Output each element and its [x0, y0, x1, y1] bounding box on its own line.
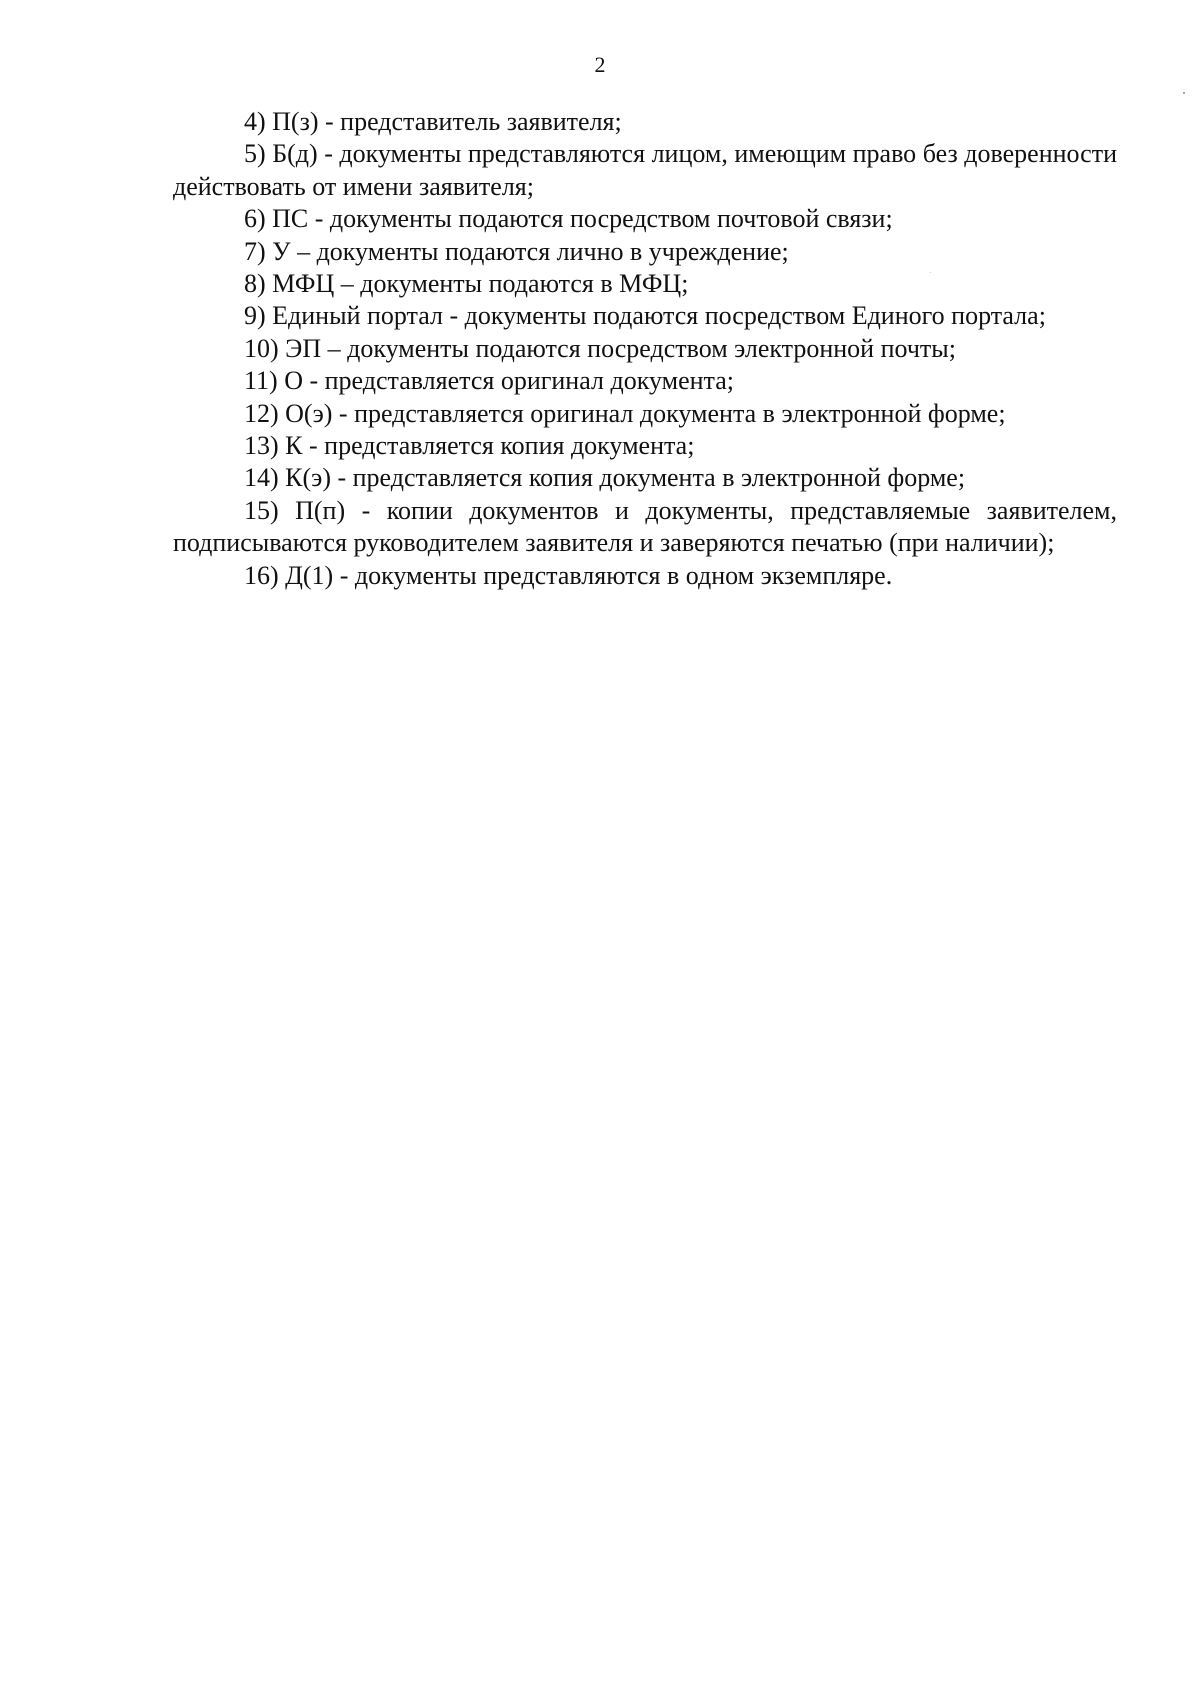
list-item: 8) МФЦ – документы подаются в МФЦ;: [244, 269, 689, 299]
scan-speck: [1183, 92, 1185, 94]
scan-speck: [930, 272, 931, 273]
definitions-list: [173, 106, 1117, 592]
list-item: 12) О(э) - представляется оригинал документа в электронной форме;: [244, 398, 1006, 428]
list-item: 4) П(з) - представитель заявителя;: [244, 107, 622, 136]
list-item: 5) Б(д) - документы представляются лицом, имеющим право без доверенности действовать от имени заявителя;: [173, 139, 1117, 201]
list-item: 7) У – документы подаются лично в учреждение;: [244, 236, 789, 266]
list-item: 15) П(п) - копии документов и документы, представляемые заявителем, подписываются руководителем заявителя и заверяются печатью (при наличии);: [173, 495, 1117, 558]
list-item: 16) Д(1) - документы представляются в одном экземпляре.: [244, 560, 893, 590]
list-item: 14) К(э) - представляется копия документа в электронной форме;: [244, 463, 966, 493]
page-number: 2: [594, 52, 606, 77]
list-item: 9) Единый портал - документы подаются посредством Единого портала;: [244, 301, 1046, 331]
list-item: 6) ПС - документы подаются посредством почтовой связи;: [244, 204, 893, 234]
list-item: 10) ЭП – документы подаются посредством электронной почты;: [244, 333, 956, 363]
list-item: 11) О - представляется оригинал документа;: [244, 366, 734, 396]
list-item: 13) К - представляется копия документа;: [244, 431, 695, 461]
